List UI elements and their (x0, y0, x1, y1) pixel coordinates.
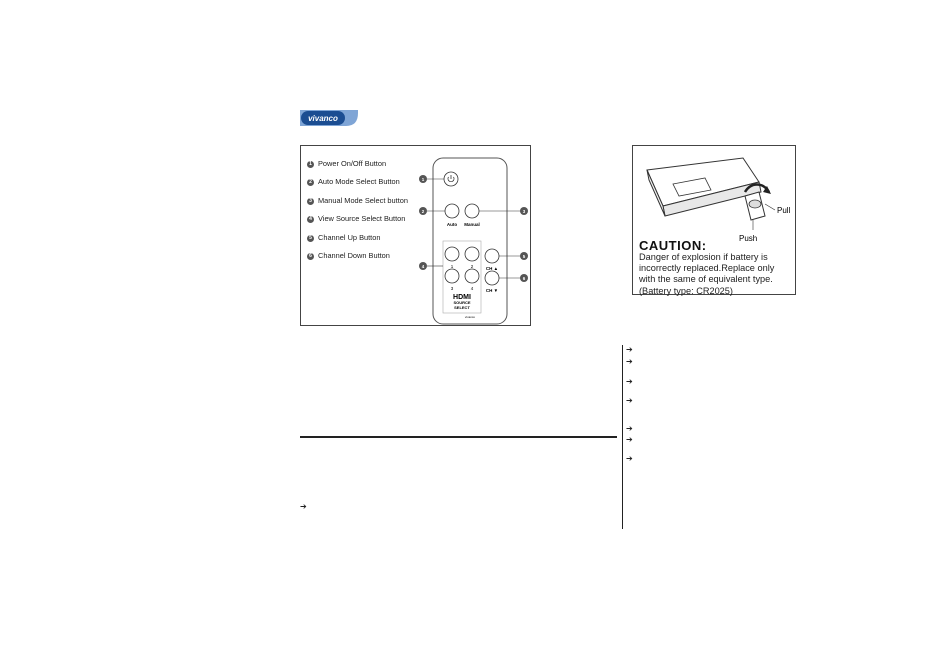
battery-drawing (633, 146, 795, 243)
caution-text: Danger of explosion if battery is incorrectly replaced.Replace only with the same of equivalent type. (Battery type: CR2025) (639, 252, 775, 296)
bullet-marker: ➔ (300, 502, 307, 511)
svg-text:5: 5 (522, 254, 526, 259)
manual-button (465, 204, 479, 218)
svg-text:SOURCE: SOURCE (453, 300, 471, 305)
source-1-button (445, 247, 459, 261)
legend-item-ch-down: 6 Channel Down Button (307, 251, 390, 260)
bullet-marker: ➔ (626, 435, 633, 444)
legend-item-auto: 2 Auto Mode Select Button (307, 177, 400, 186)
svg-text:3: 3 (522, 209, 526, 214)
svg-text:4: 4 (421, 264, 425, 269)
channel-up-button (485, 249, 499, 263)
remote-drawing (411, 156, 531, 326)
battery-replacement-figure (632, 145, 796, 295)
svg-text:2: 2 (470, 264, 474, 269)
bullet-marker: ➔ (626, 345, 633, 354)
caution-title: CAUTION: (639, 238, 707, 253)
channel-down-button (485, 271, 499, 285)
bullet-marker: ➔ (626, 454, 633, 463)
bullet-marker: ➔ (626, 377, 633, 386)
legend-item-manual: 3 Manual Mode Select button (307, 196, 408, 205)
bullet-marker: ➔ (626, 424, 633, 433)
legend-item-power: 1 Power On/Off Button (307, 159, 386, 168)
svg-text:vivanco: vivanco (464, 315, 476, 319)
svg-text:Pull: Pull (777, 206, 791, 215)
legend-item-ch-up: 5 Channel Up Button (307, 233, 380, 242)
svg-text:Auto: Auto (446, 222, 458, 227)
svg-text:1: 1 (421, 177, 425, 182)
svg-text:Manual: Manual (464, 222, 480, 227)
section-divider (300, 436, 617, 438)
svg-text:Push: Push (739, 234, 758, 243)
svg-text:3: 3 (450, 286, 454, 291)
auto-button (445, 204, 459, 218)
source-2-button (465, 247, 479, 261)
svg-text:4: 4 (470, 286, 474, 291)
svg-text:CH ▼: CH ▼ (485, 288, 499, 293)
svg-text:SELECT: SELECT (454, 305, 470, 310)
column-divider (622, 345, 623, 529)
bullet-marker: ➔ (626, 357, 633, 366)
legend-item-source: 4 View Source Select Button (307, 214, 405, 223)
bullet-marker: ➔ (626, 396, 633, 405)
source-3-button (445, 269, 459, 283)
svg-text:2: 2 (421, 209, 425, 214)
svg-text:vivanco: vivanco (308, 114, 338, 123)
source-4-button (465, 269, 479, 283)
svg-text:HDMI: HDMI (453, 294, 471, 301)
svg-text:6: 6 (522, 276, 526, 281)
remote-control-figure (300, 145, 531, 326)
svg-text:CH ▲: CH ▲ (485, 266, 499, 271)
svg-text:1: 1 (450, 264, 454, 269)
vivanco-logo (300, 110, 358, 126)
